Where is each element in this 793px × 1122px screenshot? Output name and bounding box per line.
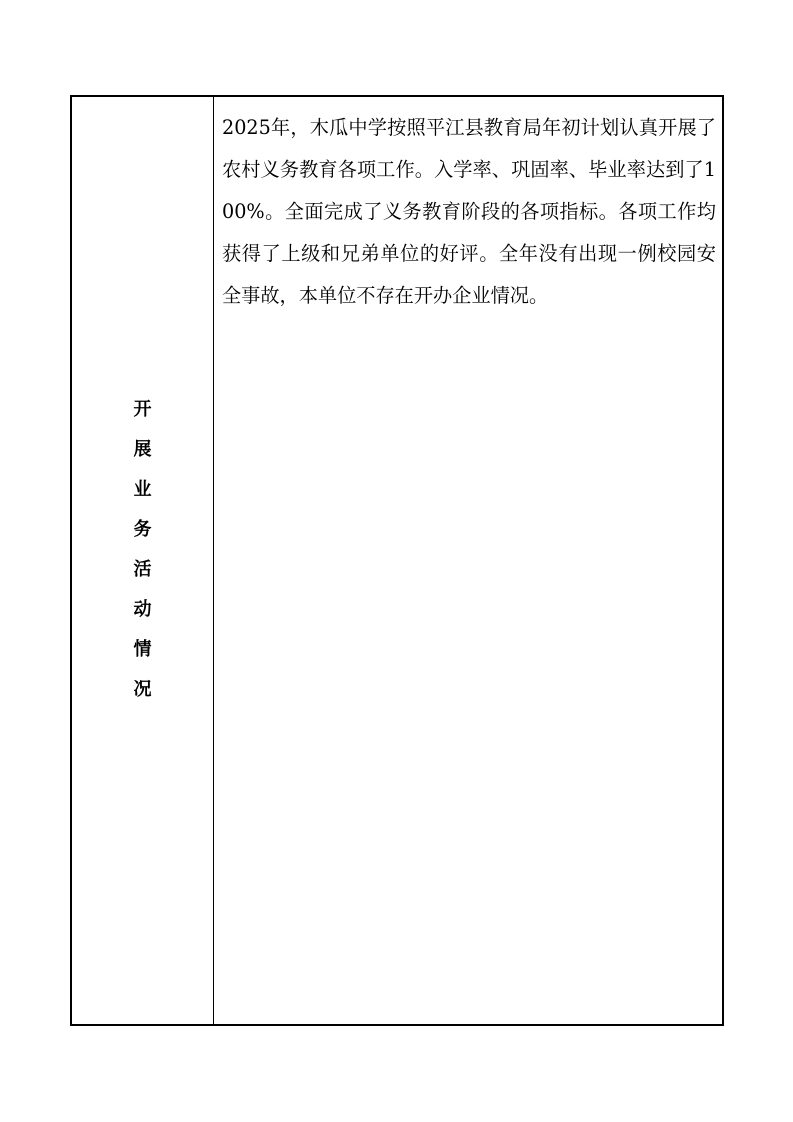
section-content-text: 2025年，木瓜中学按照平江县教育局年初计划认真开展了农村义务教育各项工作。入学率、巩固率、毕业率达到了100%。全面完成了义务教育阶段的各项指标。各项工作均获得了上级和兄弟单位的好评。全年没有出现一例校园安全事故，本单位不存在开办企业情况。 (222, 116, 716, 307)
section-label-char: 展 (133, 439, 152, 460)
section-label-char: 况 (133, 679, 152, 700)
section-label (72, 399, 213, 719)
activity-form-table (70, 95, 724, 1026)
section-label-cell (72, 97, 214, 1024)
section-content-cell (214, 97, 722, 1024)
section-label-char: 情 (133, 639, 152, 660)
section-label-char: 动 (133, 599, 152, 620)
section-label-char: 开 (133, 399, 152, 420)
section-label-char: 务 (133, 519, 152, 540)
section-label-char: 业 (133, 479, 152, 500)
section-label-char: 活 (133, 559, 152, 580)
